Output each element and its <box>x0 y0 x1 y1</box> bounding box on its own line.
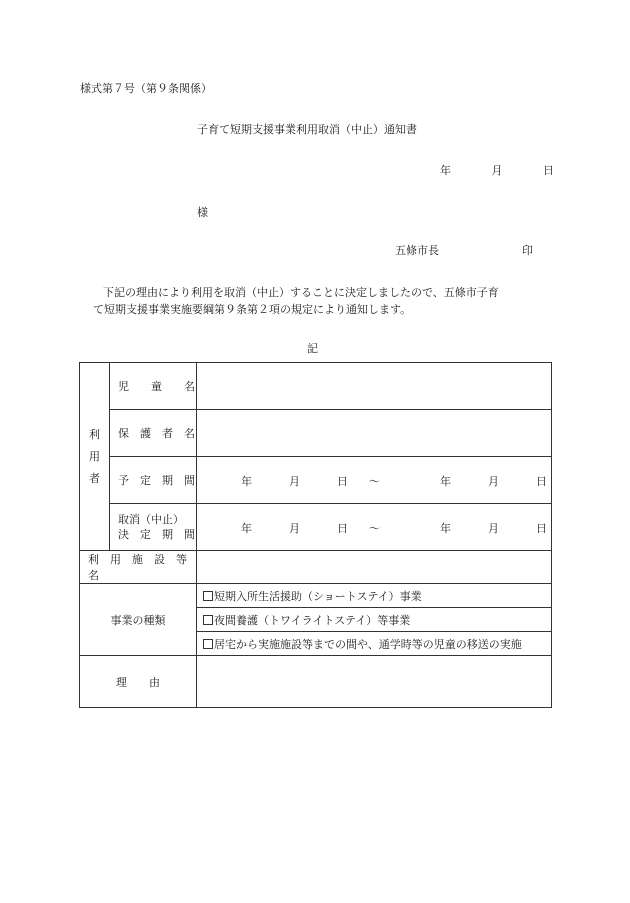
cancel-label-line-1: 取消（中止） <box>118 513 184 526</box>
period-start-month: 月 <box>289 475 300 488</box>
checkbox-icon[interactable] <box>203 615 213 625</box>
service-option[interactable] <box>197 608 552 632</box>
reason-label: 理 由 <box>80 656 197 708</box>
document-title: 子育て短期支援事業利用取消（中止）通知書 <box>197 123 417 136</box>
addressee-suffix: 様 <box>197 206 208 219</box>
service-option[interactable] <box>197 632 552 656</box>
period-tilde: ～ <box>369 475 380 488</box>
cancel-end-day: 日 <box>536 522 547 535</box>
cancel-end-year: 年 <box>440 522 451 535</box>
cancel-label-line-2: 決 定 期 間 <box>118 528 195 541</box>
period-end-month: 月 <box>488 475 499 488</box>
date-year: 年 <box>440 164 451 177</box>
notice-line-2: て短期支援事業実施要綱第９条第２項の規定により通知します。 <box>93 303 412 316</box>
cancel-period-label <box>110 504 197 551</box>
guardian-name-field[interactable] <box>197 410 552 457</box>
cancel-start-month: 月 <box>289 522 300 535</box>
form-number: 様式第７号（第９条関係） <box>80 82 212 95</box>
child-name-label: 児 童 名 <box>110 363 197 410</box>
notice-line-1: 下記の理由により利用を取消（中止）することに決定しましたので、五條市子育 <box>103 286 499 299</box>
service-option-label: 居宅から実施施設等までの間や、通学時等の児童の移送の実施 <box>214 637 522 651</box>
date-day: 日 <box>543 164 554 177</box>
service-option-label: 夜間養護（トワイライトステイ）等事業 <box>214 613 411 627</box>
cancel-end-month: 月 <box>488 522 499 535</box>
service-option-label: 短期入所生活援助（ショートステイ）事業 <box>214 589 422 603</box>
notice-body <box>80 284 499 318</box>
child-name-field[interactable] <box>197 363 552 410</box>
user-group-char: 用 <box>89 449 100 463</box>
scheduled-period-field[interactable] <box>197 457 552 504</box>
date-month: 月 <box>491 164 503 177</box>
cancel-start-year: 年 <box>241 522 252 535</box>
checkbox-icon[interactable] <box>203 639 213 649</box>
issuer-name: 五條市長 <box>395 244 439 257</box>
user-group-char: 者 <box>89 471 100 485</box>
scheduled-period-label: 予 定 期 間 <box>110 457 197 504</box>
cancel-tilde: ～ <box>369 522 380 535</box>
service-type-label: 事業の種類 <box>80 584 197 656</box>
user-group-char: 利 <box>89 427 100 441</box>
notice-form-table <box>79 362 552 708</box>
seal-mark: 印 <box>522 244 533 257</box>
guardian-name-label: 保 護 者 名 <box>110 410 197 457</box>
period-start-year: 年 <box>241 475 252 488</box>
checkbox-icon[interactable] <box>203 591 213 601</box>
cancel-start-day: 日 <box>337 522 348 535</box>
period-start-day: 日 <box>337 475 348 488</box>
user-group-cell <box>80 363 110 551</box>
period-end-year: 年 <box>440 475 451 488</box>
facility-field[interactable] <box>197 551 552 584</box>
cancel-period-field[interactable] <box>197 504 552 551</box>
reason-field[interactable] <box>197 656 552 708</box>
ki-heading: 記 <box>307 342 318 355</box>
service-option[interactable] <box>197 584 552 608</box>
document-date <box>440 162 554 178</box>
facility-label: 利 用 施 設 等 名 <box>80 551 197 584</box>
period-end-day: 日 <box>536 475 547 488</box>
